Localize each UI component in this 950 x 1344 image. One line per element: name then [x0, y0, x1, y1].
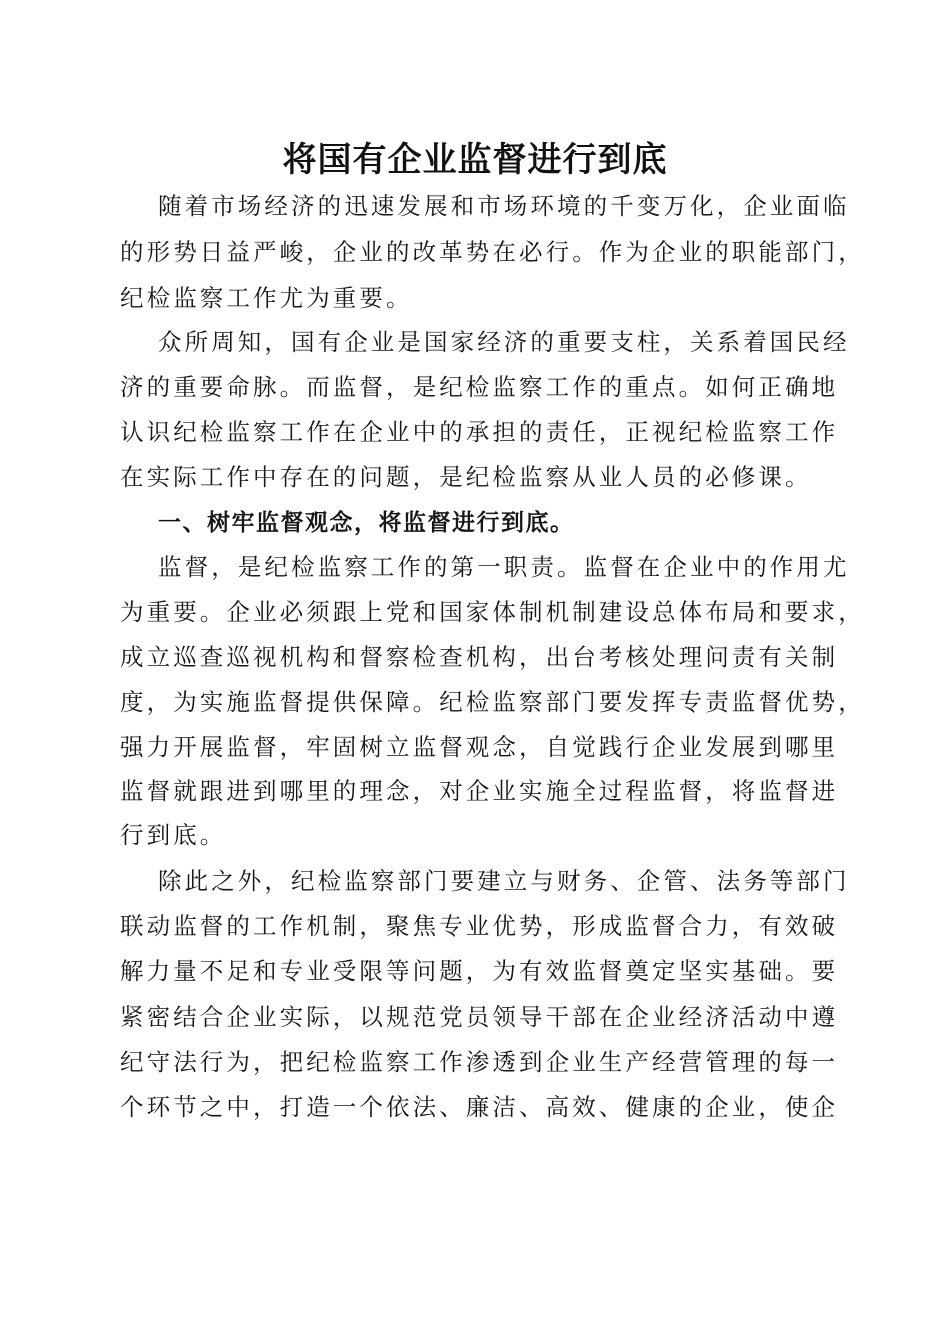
paragraph-3-line-6: 监督就跟进到哪里的理念，对企业实施全过程监督，将监督进 [120, 777, 839, 805]
paragraph-1-line-1: 随着市场经济的迅速发展和市场环境的千变万化，企业面临 [158, 192, 850, 220]
paragraph-3-line-3: 成立巡查巡视机构和督察检查机构，出台考核处理问责有关制 [120, 643, 839, 671]
paragraph-4-line-2: 联动监督的工作机制，聚焦专业优势，形成监督合力，有效破 [120, 912, 839, 940]
paragraph-1-line-3: 纪检监察工作尤为重要。 [120, 284, 413, 312]
paragraph-2-line-4: 在实际工作中存在的问题，是纪检监察从业人员的必修课。 [120, 463, 812, 491]
document-title: 将国有企业监督进行到底 [282, 140, 668, 180]
paragraph-4-line-1: 除此之外，纪检监察部门要建立与财务、企管、法务等部门 [158, 867, 850, 895]
paragraph-1-line-2: 的形势日益严峻，企业的改革势在必行。作为企业的职能部门， [120, 238, 865, 266]
section-1-heading: 一、树牢监督观念，将监督进行到底。 [158, 510, 575, 536]
paragraph-2-line-1: 众所周知，国有企业是国家经济的重要支柱，关系着国民经 [158, 328, 850, 356]
paragraph-3-line-5: 强力开展监督，牢固树立监督观念，自觉践行企业发展到哪里 [120, 733, 839, 761]
paragraph-2-line-2: 济的重要命脉。而监督，是纪检监察工作的重点。如何正确地 [120, 373, 839, 401]
paragraph-2-line-3: 认识纪检监察工作在企业中的承担的责任，正视纪检监察工作 [120, 418, 839, 446]
paragraph-4-line-5: 纪守法行为，把纪检监察工作渗透到企业生产经营管理的每一 [120, 1048, 839, 1076]
paragraph-4-line-4: 紧密结合企业实际，以规范党员领导干部在企业经济活动中遵 [120, 1003, 839, 1031]
paragraph-4-line-6: 个环节之中，打造一个依法、廉洁、高效、健康的企业，使企 [120, 1093, 839, 1121]
paragraph-4-line-3: 解力量不足和专业受限等问题，为有效监督奠定坚实基础。要 [120, 957, 839, 985]
paragraph-3-line-2: 为重要。企业必须跟上党和国家体制机制建设总体布局和要求， [120, 598, 865, 626]
paragraph-3-line-1: 监督，是纪检监察工作的第一职责。监督在企业中的作用尤 [158, 553, 850, 581]
paragraph-3-line-7: 行到底。 [120, 821, 227, 849]
paragraph-3-line-4: 度，为实施监督提供保障。纪检监察部门要发挥专责监督优势， [120, 688, 865, 716]
